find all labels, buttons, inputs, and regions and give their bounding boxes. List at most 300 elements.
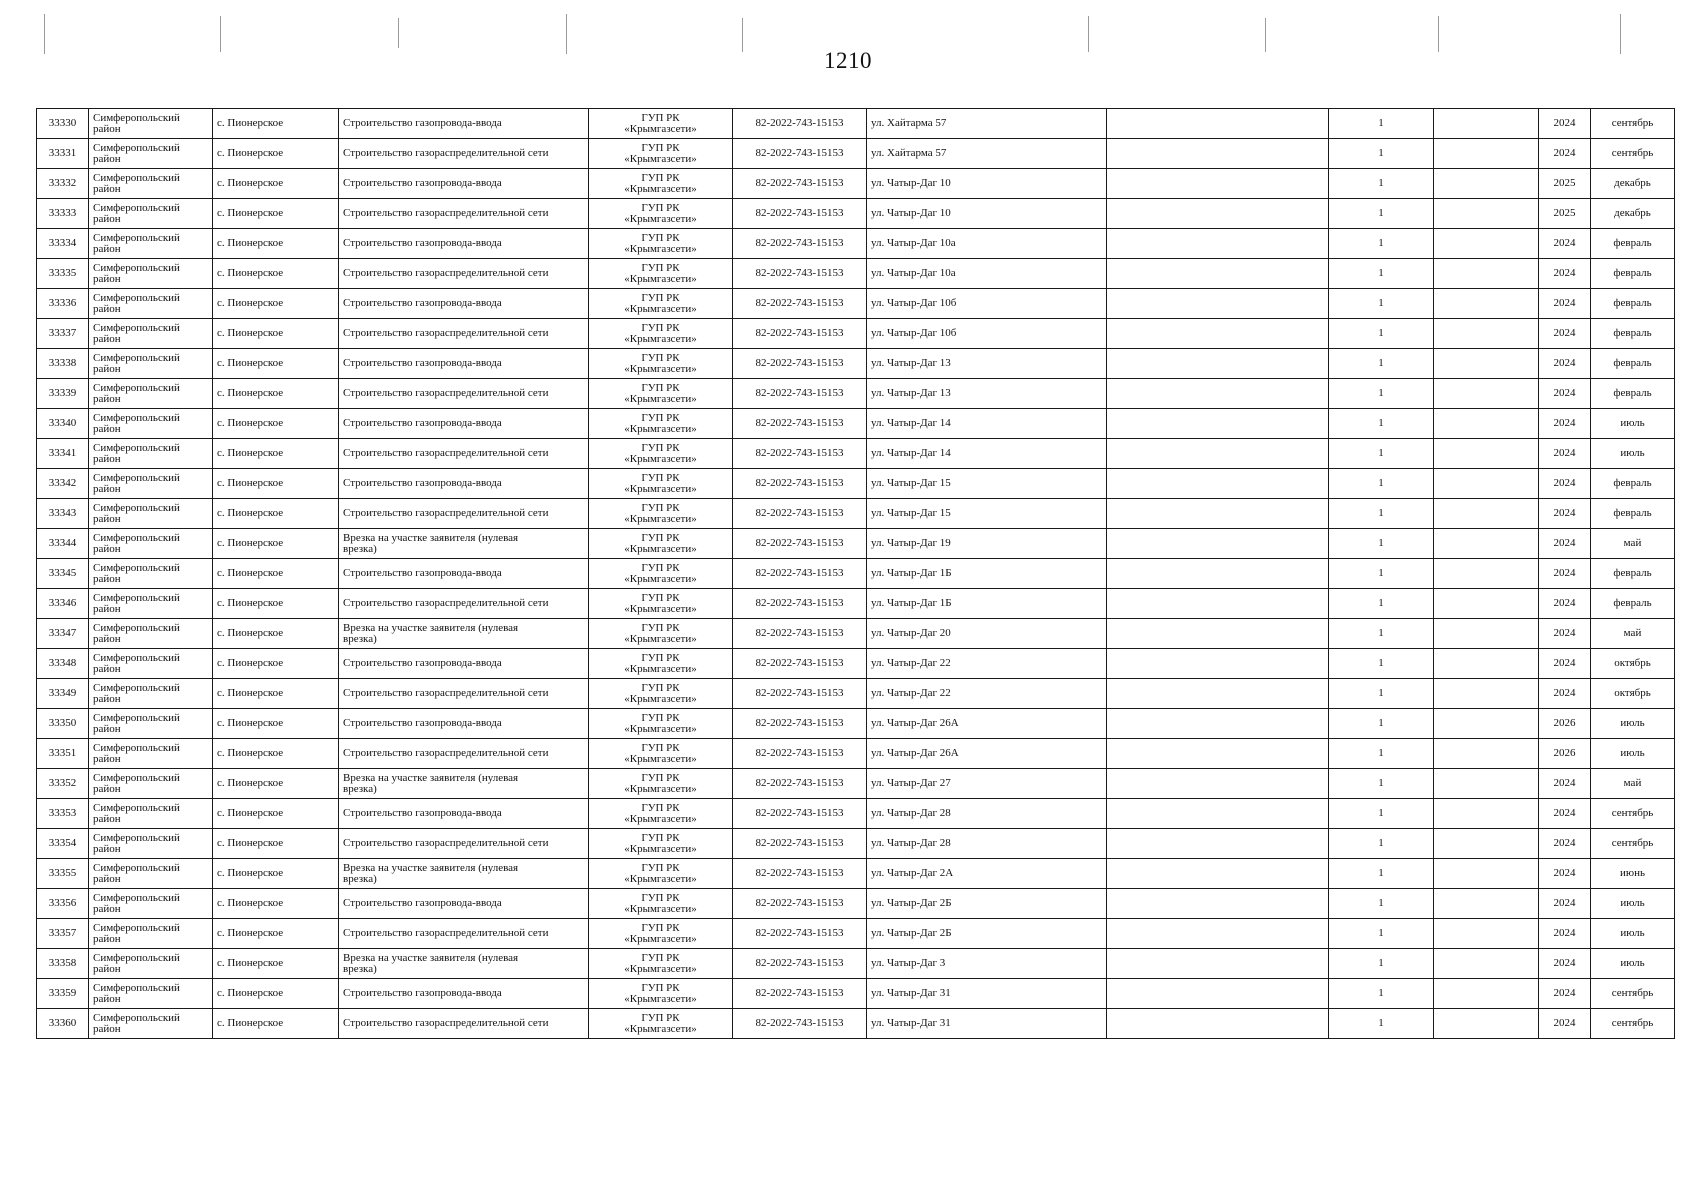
district-cell [89,829,213,859]
organization-name-quoted: «Крымгазсети» [624,992,697,1005]
registration-number-cell: 82-2022-743-15153 [733,739,867,769]
work-description-cell [339,199,589,229]
empty-cell [1107,439,1329,469]
empty-cell [1434,439,1539,469]
month-cell: февраль [1591,229,1675,259]
settlement-cell: с. Пионерское [213,289,339,319]
work-description-cell [339,649,589,679]
registration-number-cell: 82-2022-743-15153 [733,139,867,169]
settlement-cell: с. Пионерское [213,589,339,619]
work-description-cell [339,229,589,259]
district-cell [89,1009,213,1039]
month-cell: июль [1591,739,1675,769]
month-cell: декабрь [1591,169,1675,199]
district-cell [89,709,213,739]
organization-cell [589,379,733,409]
work-description-cell [339,919,589,949]
work-description-cell [339,709,589,739]
address-cell: ул. Чатыр-Даг 13 [867,349,1107,379]
work-description-line: Строительство газораспределительной сети [343,747,549,759]
work-description-line: Строительство газораспределительной сети [343,207,549,219]
table-row [37,799,1675,829]
year-cell: 2024 [1539,799,1591,829]
empty-cell [1434,739,1539,769]
registration-number-cell: 82-2022-743-15153 [733,169,867,199]
month-cell: июль [1591,439,1675,469]
empty-cell [1434,829,1539,859]
quantity-cell: 1 [1329,739,1434,769]
district-name: Симферопольский [93,381,180,394]
year-cell: 2024 [1539,109,1591,139]
organization-name-quoted: «Крымгазсети» [624,932,697,945]
organization-cell [589,169,733,199]
district-type: район [93,992,121,1005]
organization-name: ГУП РК [641,171,680,184]
registration-number-cell: 82-2022-743-15153 [733,259,867,289]
organization-name-quoted: «Крымгазсети» [624,152,697,165]
empty-cell [1434,769,1539,799]
district-cell [89,919,213,949]
quantity-cell: 1 [1329,709,1434,739]
month-cell: февраль [1591,289,1675,319]
table-row [37,619,1675,649]
scan-mark [1265,18,1266,52]
organization-cell [589,739,733,769]
empty-cell [1107,979,1329,1009]
month-cell: февраль [1591,259,1675,289]
organization-name-quoted: «Крымгазсети» [624,722,697,735]
work-description-line: Строительство газопровода-ввода [343,177,502,189]
district-type: район [93,752,121,765]
work-description-line: Строительство газораспределительной сети [343,927,549,939]
year-cell: 2026 [1539,739,1591,769]
year-cell: 2024 [1539,1009,1591,1039]
month-cell: февраль [1591,469,1675,499]
district-cell [89,289,213,319]
work-description-line: Строительство газораспределительной сети [343,837,549,849]
address-cell: ул. Чатыр-Даг 26А [867,739,1107,769]
work-description-line: Строительство газопровода-ввода [343,987,502,999]
settlement-cell: с. Пионерское [213,529,339,559]
page-number: 1210 [824,48,872,73]
registration-number-cell: 82-2022-743-15153 [733,529,867,559]
table-row [37,589,1675,619]
empty-cell [1107,709,1329,739]
district-name: Симферопольский [93,771,180,784]
district-name: Симферопольский [93,591,180,604]
address-cell: ул. Чатыр-Даг 10б [867,319,1107,349]
row-number-cell: 33356 [37,889,89,919]
year-cell: 2024 [1539,349,1591,379]
organization-cell [589,1009,733,1039]
year-cell: 2024 [1539,469,1591,499]
table-row [37,919,1675,949]
settlement-cell: с. Пионерское [213,1009,339,1039]
district-type: район [93,902,121,915]
quantity-cell: 1 [1329,829,1434,859]
work-description-line: Строительство газораспределительной сети [343,597,549,609]
work-description-line: Строительство газопровода-ввода [343,237,502,249]
year-cell: 2024 [1539,409,1591,439]
district-name: Симферопольский [93,291,180,304]
district-name: Симферопольский [93,621,180,634]
organization-name: ГУП РК [641,381,680,394]
work-description-cell [339,1009,589,1039]
settlement-cell: с. Пионерское [213,739,339,769]
empty-cell [1107,769,1329,799]
year-cell: 2024 [1539,229,1591,259]
district-name: Симферопольский [93,921,180,934]
address-cell: ул. Чатыр-Даг 10 [867,169,1107,199]
address-cell: ул. Чатыр-Даг 14 [867,439,1107,469]
empty-cell [1107,919,1329,949]
organization-name: ГУП РК [641,831,680,844]
row-number-cell: 33338 [37,349,89,379]
organization-cell [589,349,733,379]
empty-cell [1434,559,1539,589]
year-cell: 2024 [1539,289,1591,319]
organization-name: ГУП РК [641,891,680,904]
quantity-cell: 1 [1329,649,1434,679]
settlement-cell: с. Пионерское [213,829,339,859]
district-name: Симферопольский [93,741,180,754]
district-name: Симферопольский [93,1011,180,1024]
organization-name: ГУП РК [641,921,680,934]
district-type: район [93,692,121,705]
organization-name: ГУП РК [641,441,680,454]
district-type: район [93,542,121,555]
quantity-cell: 1 [1329,919,1434,949]
work-description-line: Врезка на участке заявителя (нулевая [343,771,519,784]
organization-cell [589,889,733,919]
district-name: Симферопольский [93,981,180,994]
table-row [37,439,1675,469]
address-cell: ул. Чатыр-Даг 26А [867,709,1107,739]
scan-mark [1438,16,1439,52]
row-number-cell: 33355 [37,859,89,889]
quantity-cell: 1 [1329,1009,1434,1039]
district-cell [89,769,213,799]
row-number-cell: 33344 [37,529,89,559]
registration-number-cell: 82-2022-743-15153 [733,979,867,1009]
district-cell [89,589,213,619]
scan-mark [742,18,743,52]
district-name: Симферопольский [93,891,180,904]
work-description-line: врезка) [343,632,377,645]
organization-name: ГУП РК [641,501,680,514]
work-description-cell [339,139,589,169]
organization-name-quoted: «Крымгазсети» [624,302,697,315]
work-description-line: Строительство газораспределительной сети [343,147,549,159]
row-number-cell: 33353 [37,799,89,829]
district-type: район [93,1022,121,1035]
settlement-cell: с. Пионерское [213,499,339,529]
settlement-cell: с. Пионерское [213,919,339,949]
month-cell: июль [1591,409,1675,439]
organization-name-quoted: «Крымгазсети» [624,692,697,705]
organization-name-quoted: «Крымгазсети» [624,242,697,255]
district-type: район [93,512,121,525]
address-cell: ул. Чатыр-Даг 1Б [867,559,1107,589]
district-cell [89,529,213,559]
month-cell: февраль [1591,559,1675,589]
organization-name-quoted: «Крымгазсети» [624,662,697,675]
empty-cell [1434,679,1539,709]
district-cell [89,439,213,469]
quantity-cell: 1 [1329,889,1434,919]
registration-number-cell: 82-2022-743-15153 [733,889,867,919]
row-number-cell: 33350 [37,709,89,739]
empty-cell [1107,319,1329,349]
organization-cell [589,319,733,349]
month-cell: июль [1591,889,1675,919]
year-cell: 2024 [1539,649,1591,679]
quantity-cell: 1 [1329,109,1434,139]
empty-cell [1434,589,1539,619]
empty-cell [1107,679,1329,709]
month-cell: июль [1591,949,1675,979]
work-description-cell [339,979,589,1009]
month-cell: февраль [1591,589,1675,619]
table-row [37,1009,1675,1039]
quantity-cell: 1 [1329,799,1434,829]
organization-cell [589,289,733,319]
registration-number-cell: 82-2022-743-15153 [733,949,867,979]
quantity-cell: 1 [1329,409,1434,439]
table-row [37,949,1675,979]
district-cell [89,199,213,229]
organization-name-quoted: «Крымгазсети» [624,122,697,135]
organization-name-quoted: «Крымгазсети» [624,272,697,285]
work-description-cell [339,589,589,619]
empty-cell [1107,589,1329,619]
quantity-cell: 1 [1329,169,1434,199]
empty-cell [1107,739,1329,769]
quantity-cell: 1 [1329,319,1434,349]
settlement-cell: с. Пионерское [213,679,339,709]
work-description-cell [339,289,589,319]
month-cell: май [1591,769,1675,799]
year-cell: 2024 [1539,619,1591,649]
organization-name-quoted: «Крымгазсети» [624,1022,697,1035]
district-name: Симферопольский [93,561,180,574]
settlement-cell: с. Пионерское [213,469,339,499]
row-number-cell: 33360 [37,1009,89,1039]
table-row [37,199,1675,229]
empty-cell [1107,619,1329,649]
address-cell: ул. Чатыр-Даг 22 [867,649,1107,679]
table-row [37,769,1675,799]
table-row [37,499,1675,529]
table-row [37,139,1675,169]
district-name: Симферопольский [93,711,180,724]
address-cell: ул. Чатыр-Даг 19 [867,529,1107,559]
row-number-cell: 33349 [37,679,89,709]
empty-cell [1107,259,1329,289]
empty-cell [1434,859,1539,889]
empty-cell [1107,889,1329,919]
district-type: район [93,362,121,375]
year-cell: 2025 [1539,169,1591,199]
empty-cell [1434,529,1539,559]
district-name: Симферопольский [93,681,180,694]
district-type: район [93,182,121,195]
empty-cell [1434,499,1539,529]
district-name: Симферопольский [93,531,180,544]
address-cell: ул. Чатыр-Даг 15 [867,499,1107,529]
district-type: район [93,722,121,735]
organization-name: ГУП РК [641,471,680,484]
work-description-cell [339,529,589,559]
registration-number-cell: 82-2022-743-15153 [733,799,867,829]
row-number-cell: 33345 [37,559,89,589]
settlement-cell: с. Пионерское [213,169,339,199]
quantity-cell: 1 [1329,979,1434,1009]
registration-number-cell: 82-2022-743-15153 [733,409,867,439]
month-cell: июль [1591,919,1675,949]
month-cell: июнь [1591,859,1675,889]
table-row [37,229,1675,259]
settlement-cell: с. Пионерское [213,649,339,679]
year-cell: 2024 [1539,979,1591,1009]
organization-name-quoted: «Крымгазсети» [624,902,697,915]
empty-cell [1434,649,1539,679]
organization-cell [589,709,733,739]
address-cell: ул. Чатыр-Даг 10б [867,289,1107,319]
work-description-line: врезка) [343,962,377,975]
row-number-cell: 33340 [37,409,89,439]
work-description-cell [339,439,589,469]
quantity-cell: 1 [1329,199,1434,229]
district-name: Симферопольский [93,111,180,124]
work-description-cell [339,769,589,799]
organization-name: ГУП РК [641,591,680,604]
organization-cell [589,439,733,469]
work-description-line: Строительство газопровода-ввода [343,657,502,669]
district-cell [89,109,213,139]
district-name: Симферопольский [93,441,180,454]
address-cell: ул. Чатыр-Даг 31 [867,979,1107,1009]
district-name: Симферопольский [93,321,180,334]
address-cell: ул. Чатыр-Даг 14 [867,409,1107,439]
quantity-cell: 1 [1329,439,1434,469]
empty-cell [1107,859,1329,889]
scan-mark [220,16,221,52]
empty-cell [1107,289,1329,319]
district-cell [89,649,213,679]
organization-cell [589,949,733,979]
work-description-cell [339,559,589,589]
registration-number-cell: 82-2022-743-15153 [733,709,867,739]
district-type: район [93,332,121,345]
quantity-cell: 1 [1329,949,1434,979]
organization-name-quoted: «Крымгазсети» [624,452,697,465]
empty-cell [1107,229,1329,259]
registration-number-cell: 82-2022-743-15153 [733,109,867,139]
settlement-cell: с. Пионерское [213,859,339,889]
empty-cell [1434,169,1539,199]
table-row [37,709,1675,739]
registration-number-cell: 82-2022-743-15153 [733,229,867,259]
table-row [37,259,1675,289]
work-description-line: Строительство газопровода-ввода [343,297,502,309]
registration-number-cell: 82-2022-743-15153 [733,649,867,679]
month-cell: февраль [1591,319,1675,349]
organization-name-quoted: «Крымгазсети» [624,542,697,555]
table-row [37,169,1675,199]
registration-number-cell: 82-2022-743-15153 [733,199,867,229]
district-cell [89,139,213,169]
address-cell: ул. Чатыр-Даг 3 [867,949,1107,979]
registration-number-cell: 82-2022-743-15153 [733,769,867,799]
row-number-cell: 33337 [37,319,89,349]
month-cell: февраль [1591,379,1675,409]
organization-name: ГУП РК [641,621,680,634]
year-cell: 2024 [1539,559,1591,589]
empty-cell [1107,169,1329,199]
address-cell: ул. Чатыр-Даг 10а [867,229,1107,259]
table-row [37,349,1675,379]
settlement-cell: с. Пионерское [213,979,339,1009]
table-row [37,739,1675,769]
district-cell [89,409,213,439]
district-type: район [93,842,121,855]
work-description-cell [339,319,589,349]
organization-cell [589,529,733,559]
organization-name: ГУП РК [641,291,680,304]
district-type: район [93,482,121,495]
district-type: район [93,872,121,885]
quantity-cell: 1 [1329,469,1434,499]
empty-cell [1434,409,1539,439]
row-number-cell: 33346 [37,589,89,619]
district-type: район [93,452,121,465]
work-description-line: Врезка на участке заявителя (нулевая [343,951,519,964]
quantity-cell: 1 [1329,859,1434,889]
empty-cell [1434,709,1539,739]
year-cell: 2024 [1539,439,1591,469]
settlement-cell: с. Пионерское [213,259,339,289]
settlement-cell: с. Пионерское [213,889,339,919]
quantity-cell: 1 [1329,229,1434,259]
quantity-cell: 1 [1329,679,1434,709]
row-number-cell: 33335 [37,259,89,289]
district-type: район [93,932,121,945]
district-name: Симферопольский [93,201,180,214]
district-type: район [93,962,121,975]
work-description-cell [339,949,589,979]
work-description-line: врезка) [343,782,377,795]
empty-cell [1107,109,1329,139]
address-cell: ул. Хайтарма 57 [867,139,1107,169]
district-cell [89,349,213,379]
organization-cell [589,559,733,589]
row-number-cell: 33339 [37,379,89,409]
empty-cell [1434,259,1539,289]
scan-mark [1088,16,1089,52]
year-cell: 2024 [1539,529,1591,559]
year-cell: 2024 [1539,589,1591,619]
empty-cell [1107,349,1329,379]
district-type: район [93,302,121,315]
row-number-cell: 33334 [37,229,89,259]
quantity-cell: 1 [1329,619,1434,649]
empty-cell [1107,409,1329,439]
work-description-line: Строительство газопровода-ввода [343,807,502,819]
month-cell: февраль [1591,499,1675,529]
organization-name: ГУП РК [641,741,680,754]
registration-number-cell: 82-2022-743-15153 [733,319,867,349]
